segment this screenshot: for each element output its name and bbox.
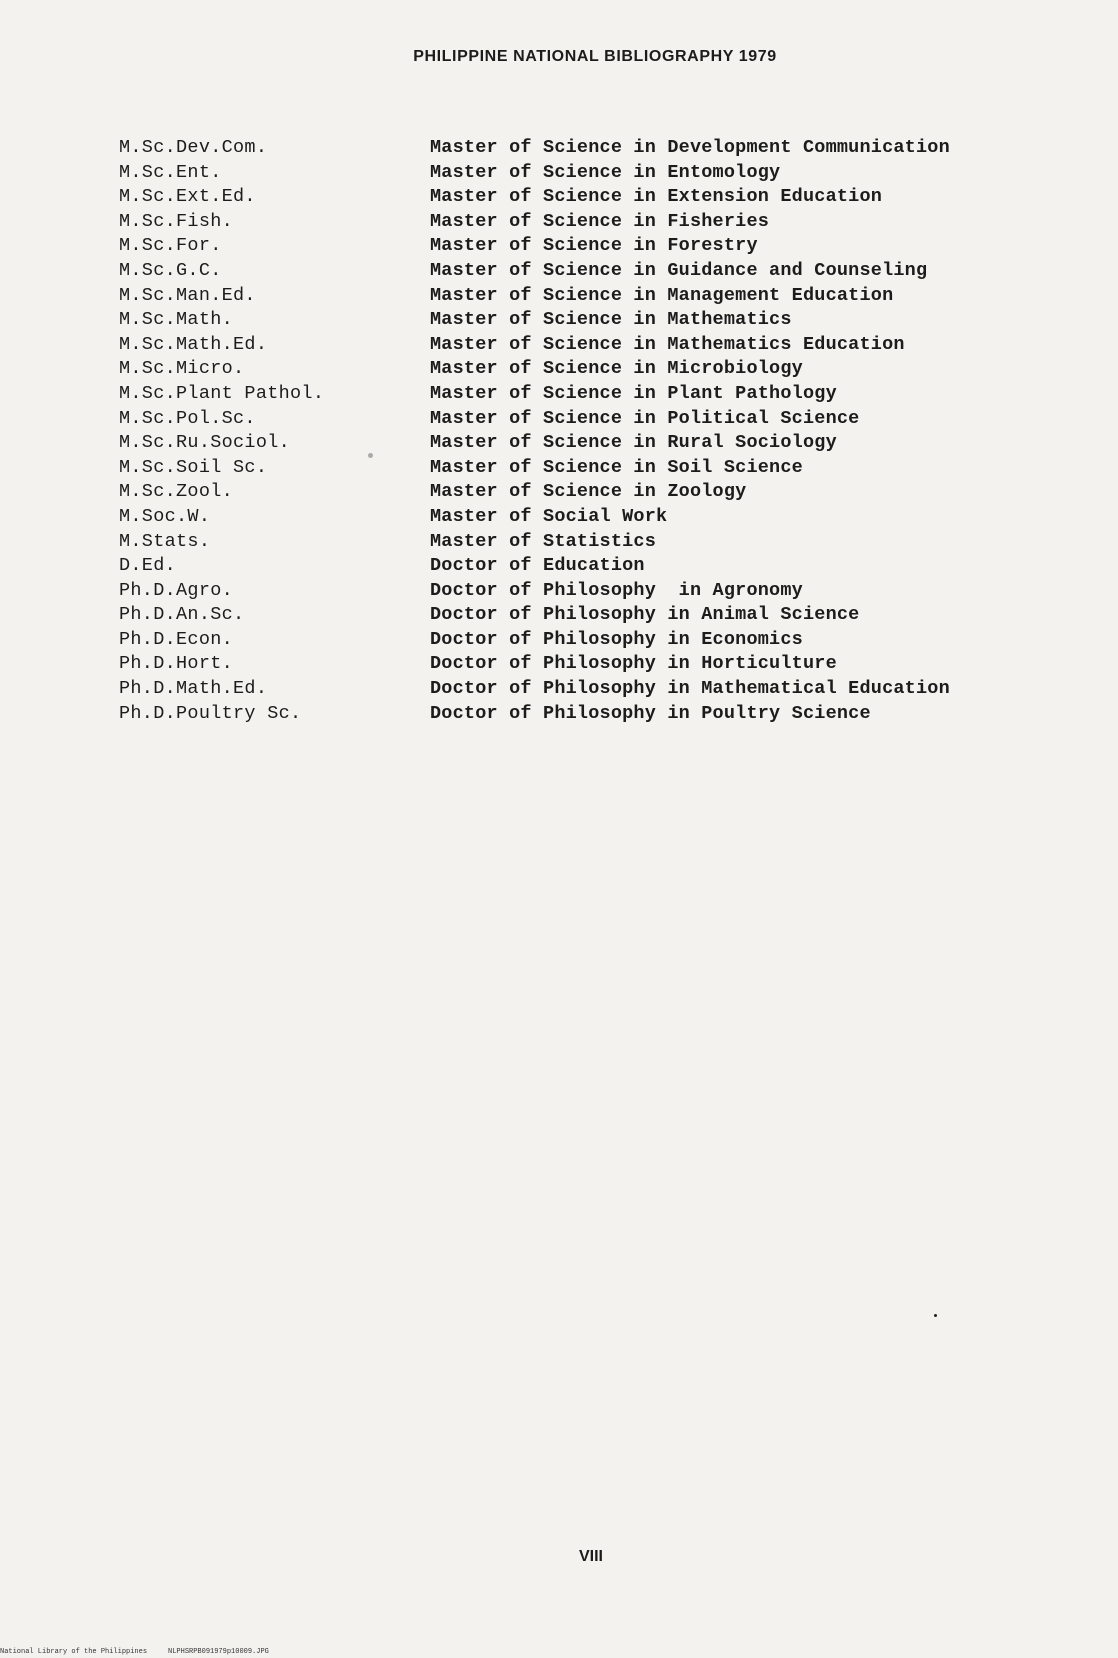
abbreviation-meaning: Master of Statistics	[430, 530, 657, 552]
abbreviation: M.Stats.	[119, 530, 211, 552]
abbreviation-meaning: Master of Science in Forestry	[430, 235, 758, 257]
abbreviation-row	[119, 259, 950, 284]
abbreviation-meaning: Doctor of Philosophy in Agronomy	[430, 579, 803, 601]
abbreviation-row	[119, 456, 950, 481]
abbreviation-row	[119, 284, 950, 309]
paper-speck	[368, 453, 373, 458]
abbreviation-meaning: Master of Science in Entomology	[430, 161, 781, 183]
abbreviation-meaning: Master of Science in Guidance and Counseling	[430, 259, 928, 281]
abbreviation: Ph.D.Poultry Sc.	[119, 702, 302, 724]
abbreviation-row	[119, 530, 950, 555]
abbreviation: M.Sc.Dev.Com.	[119, 137, 268, 158]
abbreviation-meaning: Master of Science in Fisheries	[430, 210, 770, 232]
abbreviation: Ph.D.Econ.	[119, 628, 234, 650]
abbreviation-row	[119, 628, 950, 653]
abbreviation: Ph.D.Math.Ed.	[119, 678, 268, 700]
abbreviation-row	[119, 382, 950, 407]
abbreviation: Ph.D.Hort.	[119, 653, 234, 675]
abbreviation: M.Sc.Math.	[119, 309, 234, 331]
abbreviation: M.Sc.Ext.Ed.	[119, 186, 256, 208]
abbreviation-row	[119, 603, 950, 628]
abbreviation-row	[119, 333, 950, 358]
abbreviation: Ph.D.An.Sc.	[119, 604, 245, 626]
abbreviation-row	[119, 652, 950, 677]
abbreviation-meaning: Doctor of Philosophy in Poultry Science	[430, 702, 871, 724]
abbreviation-row	[119, 161, 950, 186]
abbreviation: M.Sc.For.	[119, 235, 222, 257]
abbreviation-row	[119, 308, 950, 333]
abbreviation-row	[119, 480, 950, 505]
abbreviation-meaning: Master of Science in Mathematics	[430, 309, 792, 331]
abbreviation-meaning: Master of Science in Plant Pathology	[430, 382, 837, 404]
abbreviation: M.Sc.Math.Ed.	[119, 333, 268, 355]
page-title: PHILIPPINE NATIONAL BIBLIOGRAPHY 1979	[413, 48, 777, 65]
abbreviation-meaning: Master of Science in Mathematics Education	[430, 333, 905, 355]
abbreviation-row	[119, 357, 950, 382]
abbreviation-meaning: Master of Science in Soil Science	[430, 456, 803, 478]
abbreviation: M.Sc.Micro.	[119, 358, 245, 380]
abbreviation-row	[119, 185, 950, 210]
abbreviation-row	[119, 579, 950, 604]
abbreviation: M.Sc.Plant Pathol.	[119, 382, 325, 404]
abbreviation-row	[119, 702, 950, 727]
abbreviation-meaning: Doctor of Philosophy in Mathematical Education	[430, 678, 950, 700]
abbreviation: M.Sc.Zool.	[119, 481, 234, 503]
abbreviation-row	[119, 431, 950, 456]
abbreviation: M.Sc.G.C.	[119, 259, 222, 281]
abbreviation-meaning: Doctor of Philosophy in Horticulture	[430, 653, 837, 675]
abbreviation: M.Soc.W.	[119, 505, 211, 527]
abbreviation-meaning: Doctor of Philosophy in Economics	[430, 628, 803, 650]
abbreviation-meaning: Master of Science in Zoology	[430, 481, 747, 503]
abbreviation-meaning: Master of Science in Microbiology	[430, 358, 803, 380]
abbreviation-row	[119, 234, 950, 259]
abbreviation-meaning: Master of Science in Extension Education	[430, 186, 883, 208]
abbreviation-row	[119, 210, 950, 235]
abbreviation-meaning: Master of Social Work	[430, 505, 668, 527]
abbreviation-meaning: Master of Science in Political Science	[430, 407, 860, 429]
abbreviation-row	[119, 407, 950, 432]
page-number: VIII	[578, 1548, 603, 1565]
paper-speck	[934, 1314, 937, 1317]
abbreviation: M.Sc.Man.Ed.	[119, 284, 256, 306]
abbreviation: M.Sc.Soil Sc.	[119, 456, 268, 478]
abbreviation-meaning: Doctor of Education	[430, 555, 645, 577]
abbreviation-row	[119, 136, 950, 161]
abbreviation: D.Ed.	[119, 555, 177, 577]
abbreviation: M.Sc.Ent.	[119, 161, 222, 183]
abbreviation-meaning: Master of Science in Rural Sociology	[430, 432, 837, 454]
abbreviation-meaning: Master of Science in Development Communication	[430, 137, 950, 158]
abbreviation-row	[119, 554, 950, 579]
abbreviation-meaning: Doctor of Philosophy in Animal Science	[430, 604, 860, 626]
abbreviation-meaning: Master of Science in Management Education	[430, 284, 894, 306]
abbreviation: Ph.D.Agro.	[119, 579, 234, 601]
abbreviation-row	[119, 677, 950, 702]
abbreviation: M.Sc.Pol.Sc.	[119, 407, 256, 429]
abbreviation: M.Sc.Ru.Sociol.	[119, 432, 291, 454]
abbreviation: M.Sc.Fish.	[119, 210, 234, 232]
abbreviation-list	[119, 136, 950, 726]
scan-footer: National Library of the Philippines NLPHSRPB091979p10009.JPG	[0, 1648, 269, 1656]
abbreviation-row	[119, 505, 950, 530]
